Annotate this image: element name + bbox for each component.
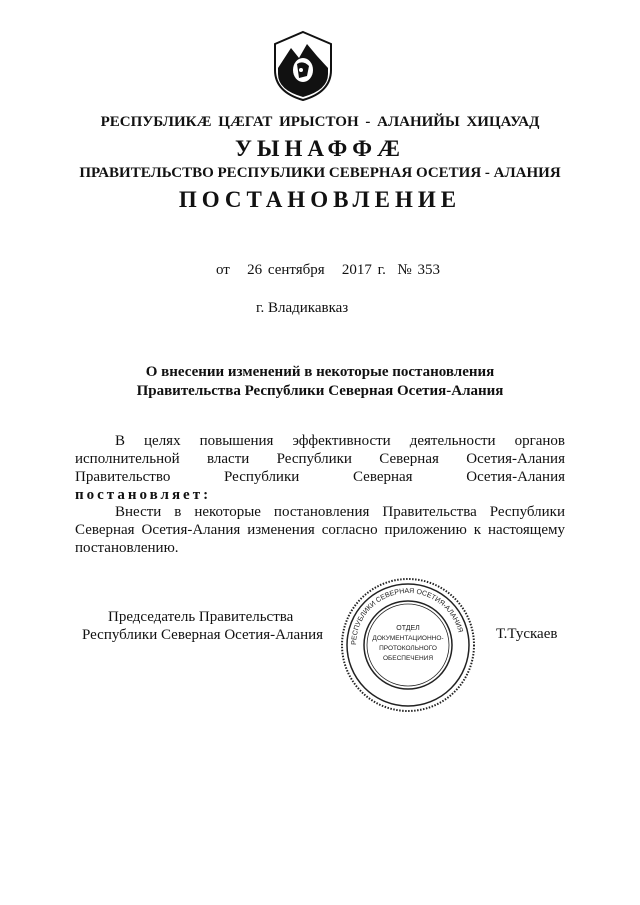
signatory-position-line-2: Республики Северная Осетия-Алания: [82, 627, 324, 643]
government-name: ПРАВИТЕЛЬСТВО РЕСПУБЛИКИ СЕВЕРНАЯ ОСЕТИЯ - АЛАНИЯ: [79, 165, 561, 181]
resolution-keyword: постановляет:: [75, 487, 212, 503]
body-line: Правительство Республики Северная Осетия-Алания: [75, 469, 565, 485]
coat-of-arms-icon: [271, 30, 335, 102]
subject-line-1: О внесении изменений в некоторые постановления: [145, 364, 495, 380]
svg-text:ОТДЕЛ: ОТДЕЛ: [396, 625, 420, 632]
svg-text:ОБЕСПЕЧЕНИЯ: ОБЕСПЕЧЕНИЯ: [382, 655, 434, 662]
official-seal-stamp: [338, 575, 478, 715]
ossetic-document-title: УЫНАФФӔ: [234, 136, 406, 161]
document-date-number: от 26 сентября 2017 г. № 353: [216, 262, 440, 278]
body-line: Северная Осетия-Алания изменения согласно приложению к настоящему: [75, 522, 565, 538]
subject-line-2: Правительства Республики Северная Осетия-Алания: [136, 383, 504, 399]
body-line: исполнительной власти Республики Северная Осетия-Алания: [75, 451, 565, 467]
body-line: постановлению.: [75, 540, 179, 556]
svg-text:ДОКУМЕНТАЦИОННО-: ДОКУМЕНТАЦИОННО-: [372, 635, 444, 642]
svg-text:ПРОТОКОЛЬНОГО: ПРОТОКОЛЬНОГО: [379, 645, 437, 652]
document-type-title: ПОСТАНОВЛЕНИЕ: [178, 187, 462, 212]
signer-name: Т.Тускаев: [496, 626, 558, 642]
body-line: Внести в некоторые постановления Правительства Республики: [115, 504, 565, 520]
stamp-outer-text: РЕСПУБЛИКИ СЕВЕРНАЯ ОСЕТИЯ-АЛАНИЯ: [350, 587, 464, 646]
body-line: В целях повышения эффективности деятельности органов: [115, 433, 565, 449]
signatory-position-line-1: Председатель Правительства: [108, 609, 294, 625]
document-city: г. Владикавказ: [256, 300, 349, 316]
ossetic-republic-name: РЕСПУБЛИКӔ ЦӔГАТ ИРЫСТОН - АЛАНИЙЫ ХИЦАУАД: [100, 114, 540, 130]
